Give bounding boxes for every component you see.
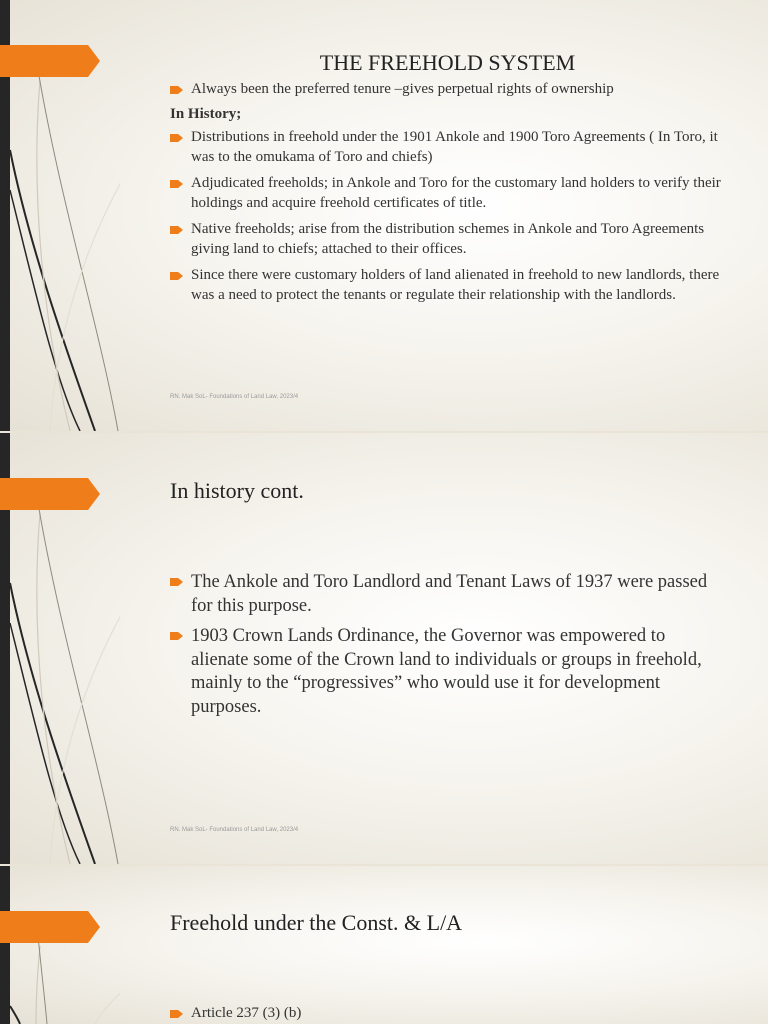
list-item: Article 237 (3) (b) [170, 1004, 710, 1023]
decorative-curves [0, 866, 120, 1024]
slide-title: In history cont. [170, 478, 304, 503]
slide-tab-marker [0, 45, 100, 77]
arrow-bullet-icon [170, 1010, 183, 1018]
arrow-bullet-icon [170, 578, 183, 586]
list-item: Always been the preferred tenure –gives perpetual rights of ownership [170, 80, 730, 100]
slide-2 [0, 433, 768, 864]
bullet-list [170, 80, 730, 312]
arrow-bullet-icon [170, 632, 183, 640]
slide-3 [0, 866, 768, 1024]
arrow-bullet-icon [170, 134, 183, 142]
list-item: Native freeholds; arise from the distribution schemes in Ankole and Toro Agreements giving land to chiefs; attached to their offices. [170, 220, 730, 259]
arrow-bullet-icon [170, 226, 183, 234]
slide-title: THE FREEHOLD SYSTEM [319, 50, 576, 75]
slide-1 [0, 0, 768, 431]
slide-tab-marker [0, 911, 100, 943]
slide-footer: RN. Mak SoL- Foundations of Land Law, 2023/4 [170, 394, 299, 400]
list-item: Distributions in freehold under the 1901 Ankole and 1900 Toro Agreements ( In Toro, it was to the omukama of Toro and chiefs) [170, 128, 730, 167]
list-item: 1903 Crown Lands Ordinance, the Governor was empowered to alienate some of the Crown land to individuals or groups in freehold, mainly to the “progressives” who would use it for development purposes. [170, 625, 710, 719]
list-item: The Ankole and Toro Landlord and Tenant Laws of 1937 were passed for this purpose. [170, 571, 710, 618]
arrow-bullet-icon [170, 272, 183, 280]
slide-title: Freehold under the Const. & L/A [170, 910, 463, 935]
bullet-list [170, 571, 710, 726]
list-item: Adjudicated freeholds; in Ankole and Toro for the customary land holders to verify their holdings and acquire freehold certificates of title. [170, 174, 730, 213]
slide-tab-marker [0, 478, 100, 510]
bullet-list [170, 1004, 710, 1023]
section-heading: In History; [170, 105, 242, 122]
arrow-bullet-icon [170, 180, 183, 188]
arrow-bullet-icon [170, 86, 183, 94]
slide-footer: RN. Mak SoL- Foundations of Land Law, 2023/4 [170, 827, 299, 833]
list-item: Since there were customary holders of land alienated in freehold to new landlords, there was a need to protect the tenants or regulate their relationship with the landlords. [170, 266, 730, 305]
